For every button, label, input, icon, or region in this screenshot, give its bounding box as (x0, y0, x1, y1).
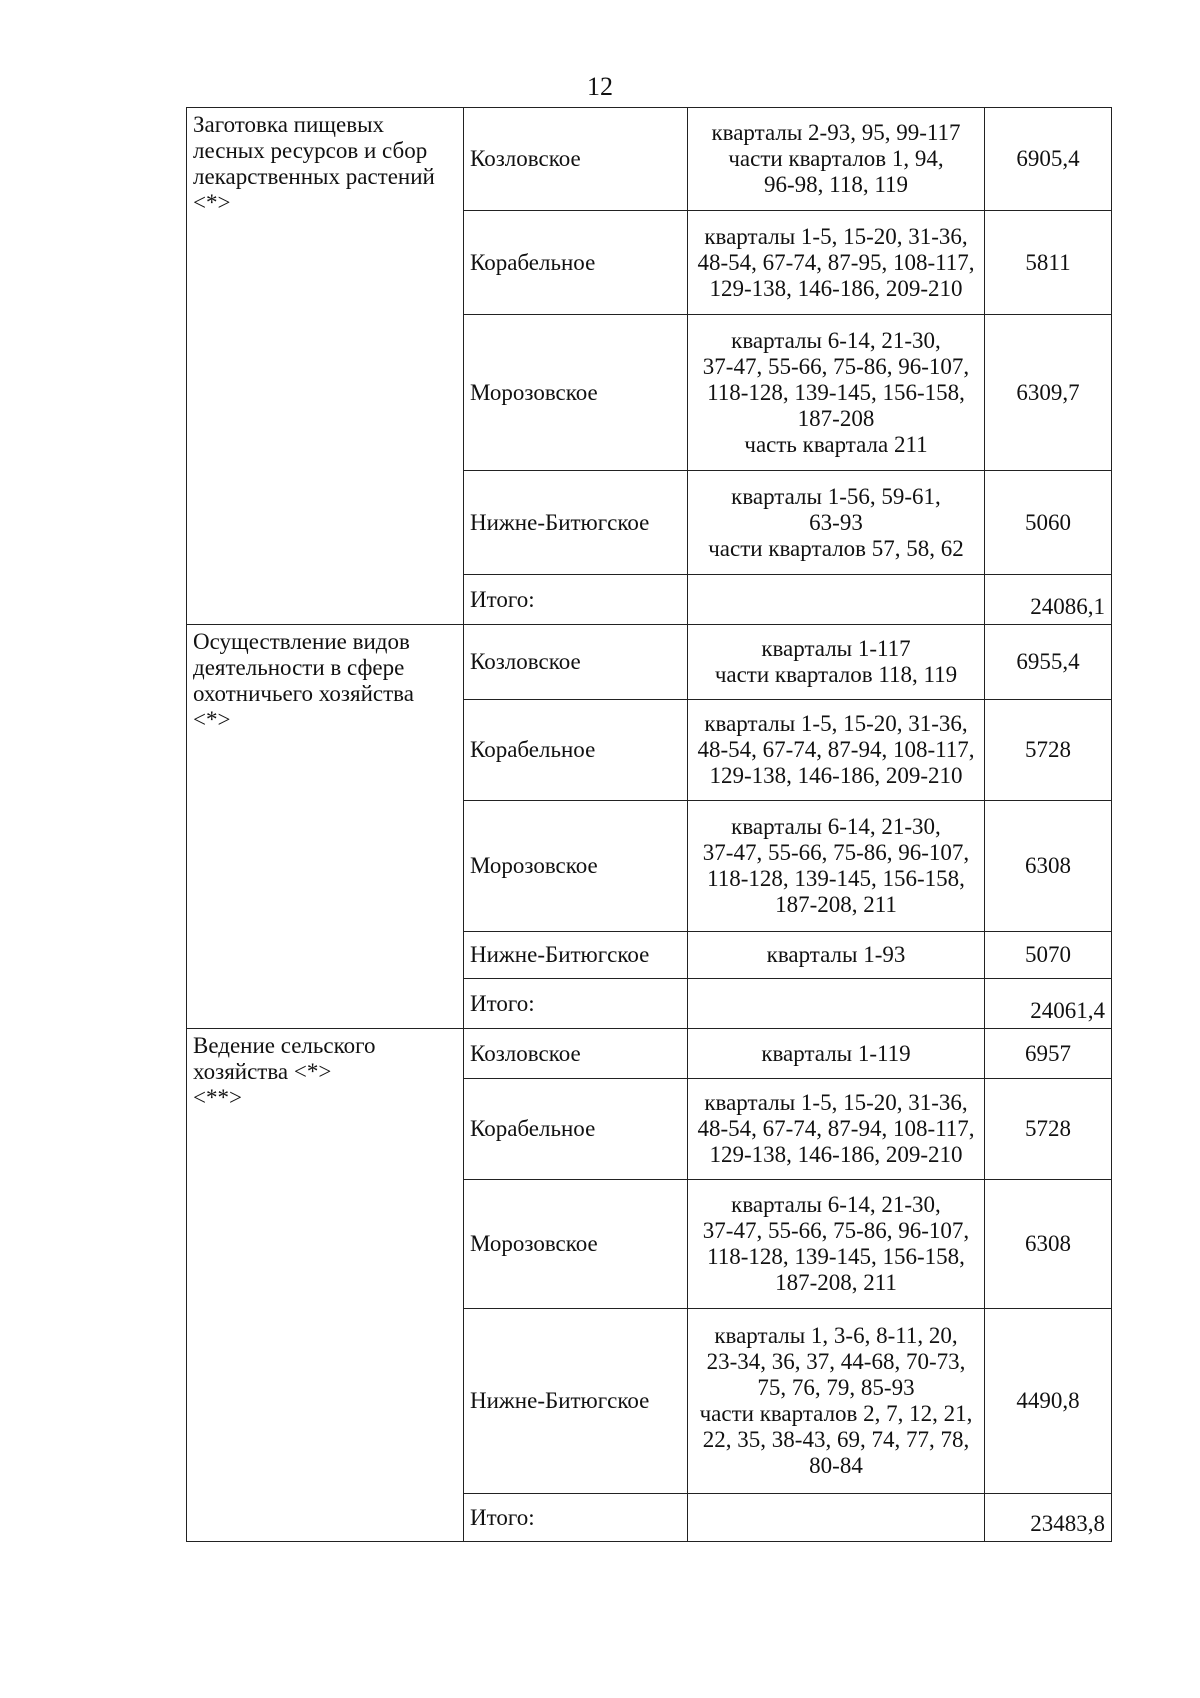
area-cell: 5070 (985, 932, 1112, 979)
activity-text: Осуществление видов (193, 629, 410, 654)
area-cell: 6955,4 (985, 625, 1112, 700)
area-cell: 5728 (985, 700, 1112, 801)
table-row (187, 108, 1112, 211)
quarters-cell: кварталы 6-14, 21-30, 37-47, 55-66, 75-86, 96-107, 118-128, 139-145, 156-158, 187-208, 211 (688, 1180, 985, 1309)
quarters-cell: кварталы 2-93, 95, 99-117 части кварталов 1, 94, 96-98, 118, 119 (688, 108, 985, 211)
area-cell: 4490,8 (985, 1309, 1112, 1494)
forestry-cell: Корабельное (464, 700, 688, 801)
area-cell: 6957 (985, 1029, 1112, 1079)
forestry-cell: Корабельное (464, 211, 688, 315)
area-cell: 5811 (985, 211, 1112, 315)
empty-cell (688, 979, 985, 1029)
quarters-cell: кварталы 1-93 (688, 932, 985, 979)
quarters-cell: кварталы 1-119 (688, 1029, 985, 1079)
area-cell: 6308 (985, 801, 1112, 932)
total-label: Итого: (464, 1494, 688, 1542)
activity-cell (187, 1029, 464, 1542)
activity-cell (187, 108, 464, 625)
forestry-cell: Козловское (464, 108, 688, 211)
quarters-cell: кварталы 1-117 части кварталов 118, 119 (688, 625, 985, 700)
forestry-cell: Морозовское (464, 315, 688, 471)
forestry-cell: Нижне-Битюгское (464, 471, 688, 575)
total-label: Итого: (464, 979, 688, 1029)
page-number: 12 (587, 72, 613, 101)
area-cell: 6905,4 (985, 108, 1112, 211)
quarters-cell: кварталы 1, 3-6, 8-11, 20, 23-34, 36, 37, 44-68, 70-73, 75, 76, 79, 85-93 части кварталов 2, 7, 12, 21, 22, 35, 38-43, 69, 74, 77, 78, 80-84 (688, 1309, 985, 1494)
quarters-cell: кварталы 1-5, 15-20, 31-36, 48-54, 67-74, 87-94, 108-117, 129-138, 146-186, 209-210 (688, 700, 985, 801)
total-area: 23483,8 (985, 1494, 1112, 1542)
activity-text: Ведение сельского (193, 1033, 376, 1058)
total-area: 24061,4 (985, 979, 1112, 1029)
forestry-cell: Нижне-Битюгское (464, 932, 688, 979)
forest-use-table (186, 107, 1112, 1542)
quarters-cell: кварталы 6-14, 21-30, 37-47, 55-66, 75-86, 96-107, 118-128, 139-145, 156-158, 187-208, 211 (688, 801, 985, 932)
activity-text: <*> (193, 190, 231, 215)
forestry-cell: Морозовское (464, 1180, 688, 1309)
forestry-cell: Козловское (464, 1029, 688, 1079)
quarters-cell: кварталы 6-14, 21-30, 37-47, 55-66, 75-86, 96-107, 118-128, 139-145, 156-158, 187-208 часть квартала 211 (688, 315, 985, 471)
area-cell: 5060 (985, 471, 1112, 575)
table-row (187, 625, 1112, 700)
quarters-cell: кварталы 1-5, 15-20, 31-36, 48-54, 67-74, 87-95, 108-117, 129-138, 146-186, 209-210 (688, 211, 985, 315)
area-cell: 5728 (985, 1079, 1112, 1180)
activity-text: хозяйства <*> (193, 1059, 332, 1084)
activity-text: деятельности в сфере (193, 655, 405, 680)
activity-text: охотничьего хозяйства (193, 681, 414, 706)
activity-text: лесных ресурсов и сбор (193, 138, 428, 163)
quarters-cell: кварталы 1-5, 15-20, 31-36, 48-54, 67-74, 87-94, 108-117, 129-138, 146-186, 209-210 (688, 1079, 985, 1180)
activity-cell (187, 625, 464, 1029)
area-cell: 6309,7 (985, 315, 1112, 471)
forestry-cell: Корабельное (464, 1079, 688, 1180)
forestry-cell: Нижне-Битюгское (464, 1309, 688, 1494)
total-label: Итого: (464, 575, 688, 625)
empty-cell (688, 575, 985, 625)
table-row (187, 1029, 1112, 1079)
activity-text: <**> (193, 1085, 242, 1110)
forestry-cell: Морозовское (464, 801, 688, 932)
activity-text: лекарственных растений (193, 164, 435, 189)
total-area: 24086,1 (985, 575, 1112, 625)
forestry-cell: Козловское (464, 625, 688, 700)
activity-text: <*> (193, 707, 231, 732)
area-cell: 6308 (985, 1180, 1112, 1309)
empty-cell (688, 1494, 985, 1542)
quarters-cell: кварталы 1-56, 59-61, 63-93 части кварталов 57, 58, 62 (688, 471, 985, 575)
activity-text: Заготовка пищевых (193, 112, 385, 137)
